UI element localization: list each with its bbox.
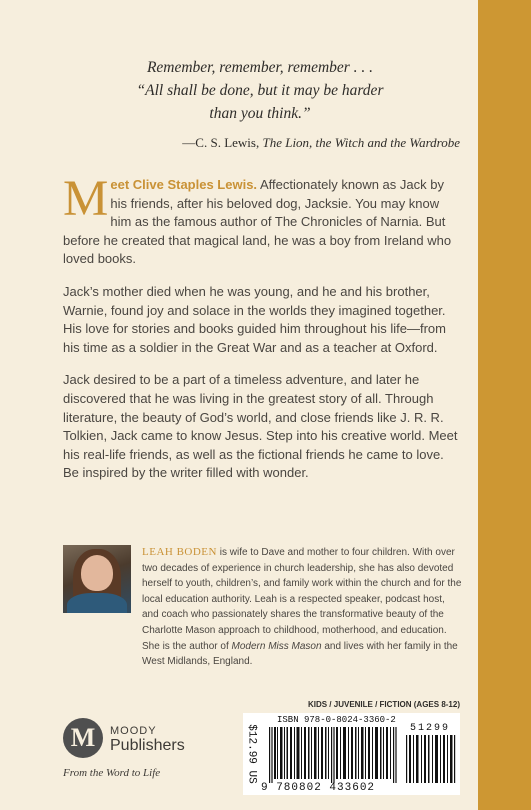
blurb <box>63 171 458 497</box>
author-photo <box>63 545 131 613</box>
barcode-bars <box>269 727 401 783</box>
category-label: KIDS / JUVENILE / FICTION (AGES 8-12) <box>307 700 460 709</box>
publisher-tagline: From the Word to Life <box>63 767 161 779</box>
barcode <box>243 713 460 795</box>
bio-text-1: is wife to Dave and mother to four children. With over two decades of experience in church leadership, she has also devoted herself to youth, children’s, and family work within the church and for the local education authority. Leah is a respected speaker, podcast host, and coach who passionately shares the transformative beauty of the Charlotte Mason approach to childhood, motherhood, and education. She is the author of <box>142 547 462 652</box>
attribution-author: —C. S. Lewis, <box>182 135 263 150</box>
price-label <box>243 713 260 795</box>
author-name: LEAH BODEN <box>142 546 217 558</box>
blurb-paragraph-3: Jack desired to be a part of a timeless adventure, and later he discovered that he was living in the greatest story of all. Through literature, the beauty of God’s world, and close friends like J. R. R. Tolkien, Jack came to know Jesus. Step into his creative world. Meet his real-life friends, as well as the fictional friends he came to love. Be inspired by the writer filled with wonder. <box>63 372 458 481</box>
publisher-name: Publishers <box>110 737 185 754</box>
blurb-paragraph-2: Jack’s mother died when he was young, and he and his brother, Warnie, found joy and solace in the worlds they imagined together. His love for stories and books guided him throughout his life—from his time as a soldier in the Great War and as a teacher at Oxford. <box>63 283 446 355</box>
epigraph-line-3: than you think.” <box>209 105 311 122</box>
ean-number: 9 780802 433602 <box>261 782 376 794</box>
attribution-title: The Lion, the Witch and the Wardrobe <box>262 135 460 150</box>
author-bio <box>142 545 462 670</box>
blurb-p1-text: Affectionately known as Jack by his friends, after his beloved dog, Jacksie. You may know him as the famous author of The Chronicles of Narnia. But before he created that magical land, he was a boy from Ireland who loved books. <box>63 177 452 267</box>
bio-book-title: Modern Miss Mason <box>231 640 322 652</box>
logo-letter: M <box>70 723 96 752</box>
epigraph-attribution <box>70 135 460 151</box>
epigraph-line-1: Remember, remember, remember . . . <box>146 59 374 76</box>
epigraph-quote <box>70 56 450 125</box>
moody-logo-icon <box>63 718 103 758</box>
supplement-bars <box>406 735 456 783</box>
supplement-number: 51299 <box>410 723 451 734</box>
drop-cap: M <box>63 171 109 227</box>
price-text: $12.99 US <box>245 724 258 784</box>
publisher-moody: MOODY <box>110 725 157 737</box>
blurb-paragraph-1 <box>63 171 458 269</box>
bio-text-2: and lives with her family in the West Midlands, England. <box>142 640 458 668</box>
spine-stripe <box>478 0 531 810</box>
isbn-label: ISBN 978-0-8024-3360-2 <box>277 715 396 725</box>
epigraph-line-2: “All shall be done, but it may be harder <box>136 82 384 99</box>
blurb-lead: eet Clive Staples Lewis. <box>110 177 258 192</box>
